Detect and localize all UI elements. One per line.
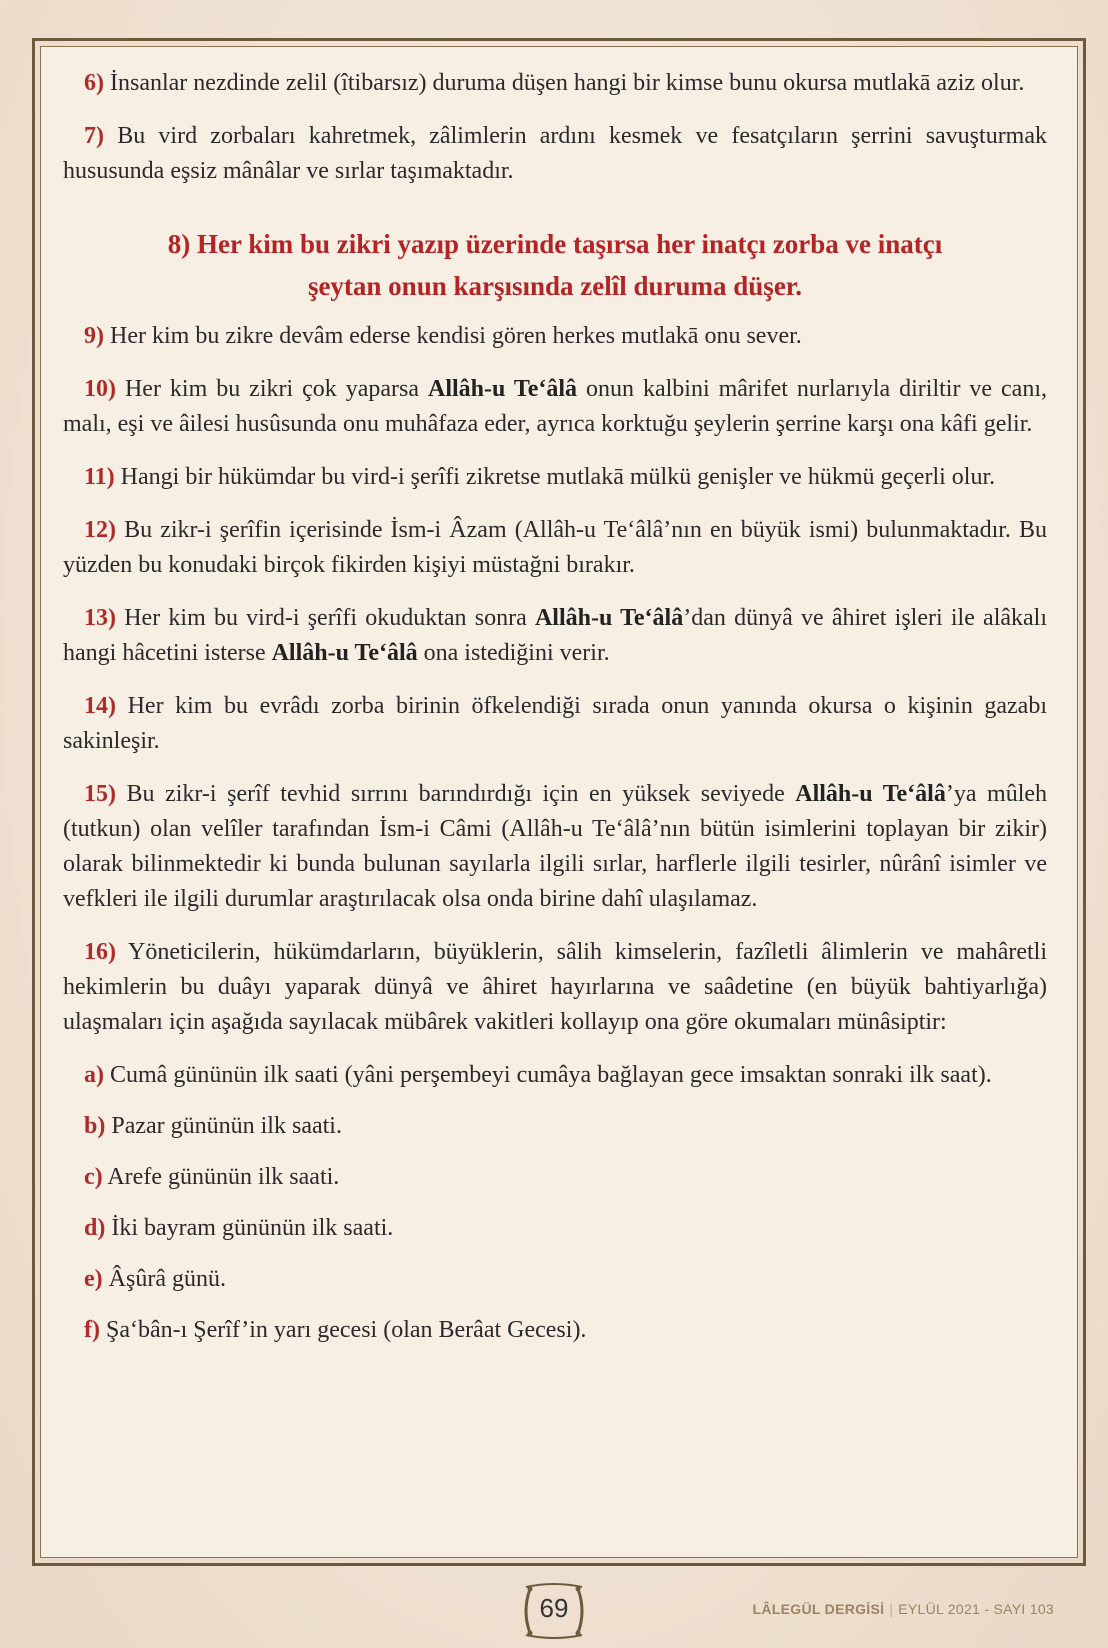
item-text-bold: Allâh-u Te‘âlâ — [534, 605, 684, 631]
item-text-bold: Allâh-u Te‘âlâ — [795, 781, 946, 807]
item-number: 11) — [84, 464, 115, 490]
item-15 — [63, 777, 1047, 917]
item-text: Her kim bu zikre devâm ederse kendisi gören herkes mutlakā onu sever. — [110, 323, 802, 349]
article-body — [63, 66, 1047, 1364]
item-text: Yöneticilerin, hükümdarların, büyüklerin, sâlih kimselerin, fazîletli âlimlerin ve mahâretli hekimlerin bu duâyı yaparak dünyâ ve âhiret hayırlarına ve saâdetine (en büyük bahtiyarlığa) ulaşmaları için aşağıda sayılacak mübârek vakitleri kollayıp ona göre okumaları münâsiptir: — [63, 939, 1047, 1035]
item-text: Hangi bir hükümdar bu vird-i şerîfi zikretse mutlakā mülkü genişler ve hükmü geçerli olur. — [120, 464, 996, 490]
subitem-letter: d) — [84, 1215, 106, 1241]
subitem-text: İki bayram gününün ilk saati. — [111, 1215, 394, 1241]
item-14 — [63, 689, 1047, 759]
page-number-badge — [516, 1583, 592, 1639]
subitem-text: Arefe gününün ilk saati. — [107, 1164, 340, 1190]
subitem-e — [63, 1262, 1047, 1297]
subitem-text: Pazar gününün ilk saati. — [111, 1113, 342, 1139]
subitem-letter: a) — [84, 1062, 104, 1088]
highlight-line-2: şeytan onun karşısında zelîl duruma düşer. — [307, 271, 803, 301]
item-9 — [63, 319, 1047, 354]
item-16 — [63, 935, 1047, 1040]
item-text-pre: Her kim bu zikri çok yaparsa — [124, 376, 420, 402]
page-number: 69 — [539, 1593, 569, 1623]
subitem-letter: f) — [84, 1317, 100, 1343]
item-text-bold: Allâh-u Te‘âlâ — [271, 640, 418, 666]
subitem-c — [63, 1160, 1047, 1195]
subitem-text: Âşûrâ günü. — [108, 1266, 226, 1292]
item-text-post: ’ya mûleh (tutkun) olan velîler tarafından İsm-i Câmi (Allâh-u Te‘âlâ’nın bütün isimlerini toplayan bir zikir) olarak bilinmektedir ki bunda bulunan sayılarla ilgili sırlar, harflerle ilgili tesirler, nûrânî isimler ve vefkleri ile ilgili durumlar araştırılacak olsa onda birine dahî ulaşılamaz. — [63, 781, 1048, 912]
subitem-d — [63, 1211, 1047, 1246]
item-text-post: onun kalbini mârifet nurlarıyla diriltir ve canı, malı, eşi ve âilesi husûsunda onu muhâfaza eder, ayrıca korktuğu şeylerin şerrine karşı ona kâfi gelir. — [63, 376, 1047, 437]
item-10 — [63, 372, 1047, 442]
subitem-letter: c) — [84, 1164, 103, 1190]
item-text-pre: Her kim bu vird-i şerîfi okuduktan sonra — [124, 605, 527, 631]
item-text: Her kim bu evrâdı zorba birinin öfkelendiği sırada onun yanında okursa o kişinin gazabı sakinleşir. — [63, 693, 1048, 754]
magazine-name: LÂLEGÜL DERGİSİ — [752, 1601, 885, 1617]
subitem-b — [63, 1109, 1047, 1144]
item-text-mid: ’dan dünyâ ve âhiret işleri ile alâkalı hangi hâcetini isterse — [63, 605, 1048, 666]
item-number: 9) — [84, 323, 104, 349]
highlight-item-8 — [63, 223, 1047, 307]
magazine-footer — [753, 1601, 1054, 1617]
item-number: 13) — [84, 605, 116, 631]
item-number: 10) — [84, 376, 116, 402]
item-number: 14) — [84, 693, 116, 719]
highlight-line-1: 8) Her kim bu zikri yazıp üzerinde taşırsa her inatçı zorba ve inatçı — [167, 229, 943, 259]
subitem-letter: b) — [84, 1113, 106, 1139]
item-6 — [63, 66, 1047, 101]
item-text: İnsanlar nezdinde zelil (îtibarsız) duruma düşen hangi bir kimse bunu okursa mutlakā aziz olur. — [110, 70, 1025, 96]
item-text-post: ona istediğini verir. — [423, 640, 610, 666]
subitem-a — [63, 1058, 1047, 1093]
footer-separator: | — [889, 1601, 894, 1617]
item-11 — [63, 460, 1047, 495]
item-number: 7) — [84, 123, 104, 149]
item-text: Bu zikr-i şerîfin içerisinde İsm-i Âzam (Allâh-u Te‘âlâ’nın en büyük ismi) bulunmaktadır. Bu yüzden bu konudaki birçok fikirden kişiyi müstağni bırakır. — [63, 517, 1048, 578]
item-text-pre: Bu zikr-i şerîf tevhid sırrını barındırdığı için en yüksek seviyede — [126, 781, 785, 807]
item-text-bold: Allâh-u Te‘âlâ — [428, 376, 578, 402]
item-number: 6) — [84, 70, 104, 96]
item-number: 16) — [84, 939, 116, 965]
item-text: Bu vird zorbaları kahretmek, zâlimlerin ardını kesmek ve fesatçıların şerrini savuşturmak hususunda eşsiz mânâlar ve sırlar taşımaktadır. — [63, 123, 1048, 184]
subitem-text: Cumâ gününün ilk saati (yâni perşembeyi cumâya bağlayan gece imsaktan sonraki ilk saat). — [110, 1062, 992, 1088]
subitem-text: Şa‘bân-ı Şerîf’in yarı gecesi (olan Berâat Gecesi). — [105, 1317, 587, 1343]
magazine-issue: EYLÜL 2021 - SAYI 103 — [898, 1601, 1054, 1617]
subitem-letter: e) — [84, 1266, 103, 1292]
item-number: 12) — [84, 517, 116, 543]
item-number: 15) — [84, 781, 116, 807]
item-12 — [63, 513, 1047, 583]
item-7 — [63, 119, 1047, 189]
subitem-f — [63, 1313, 1047, 1348]
item-13 — [63, 601, 1047, 671]
